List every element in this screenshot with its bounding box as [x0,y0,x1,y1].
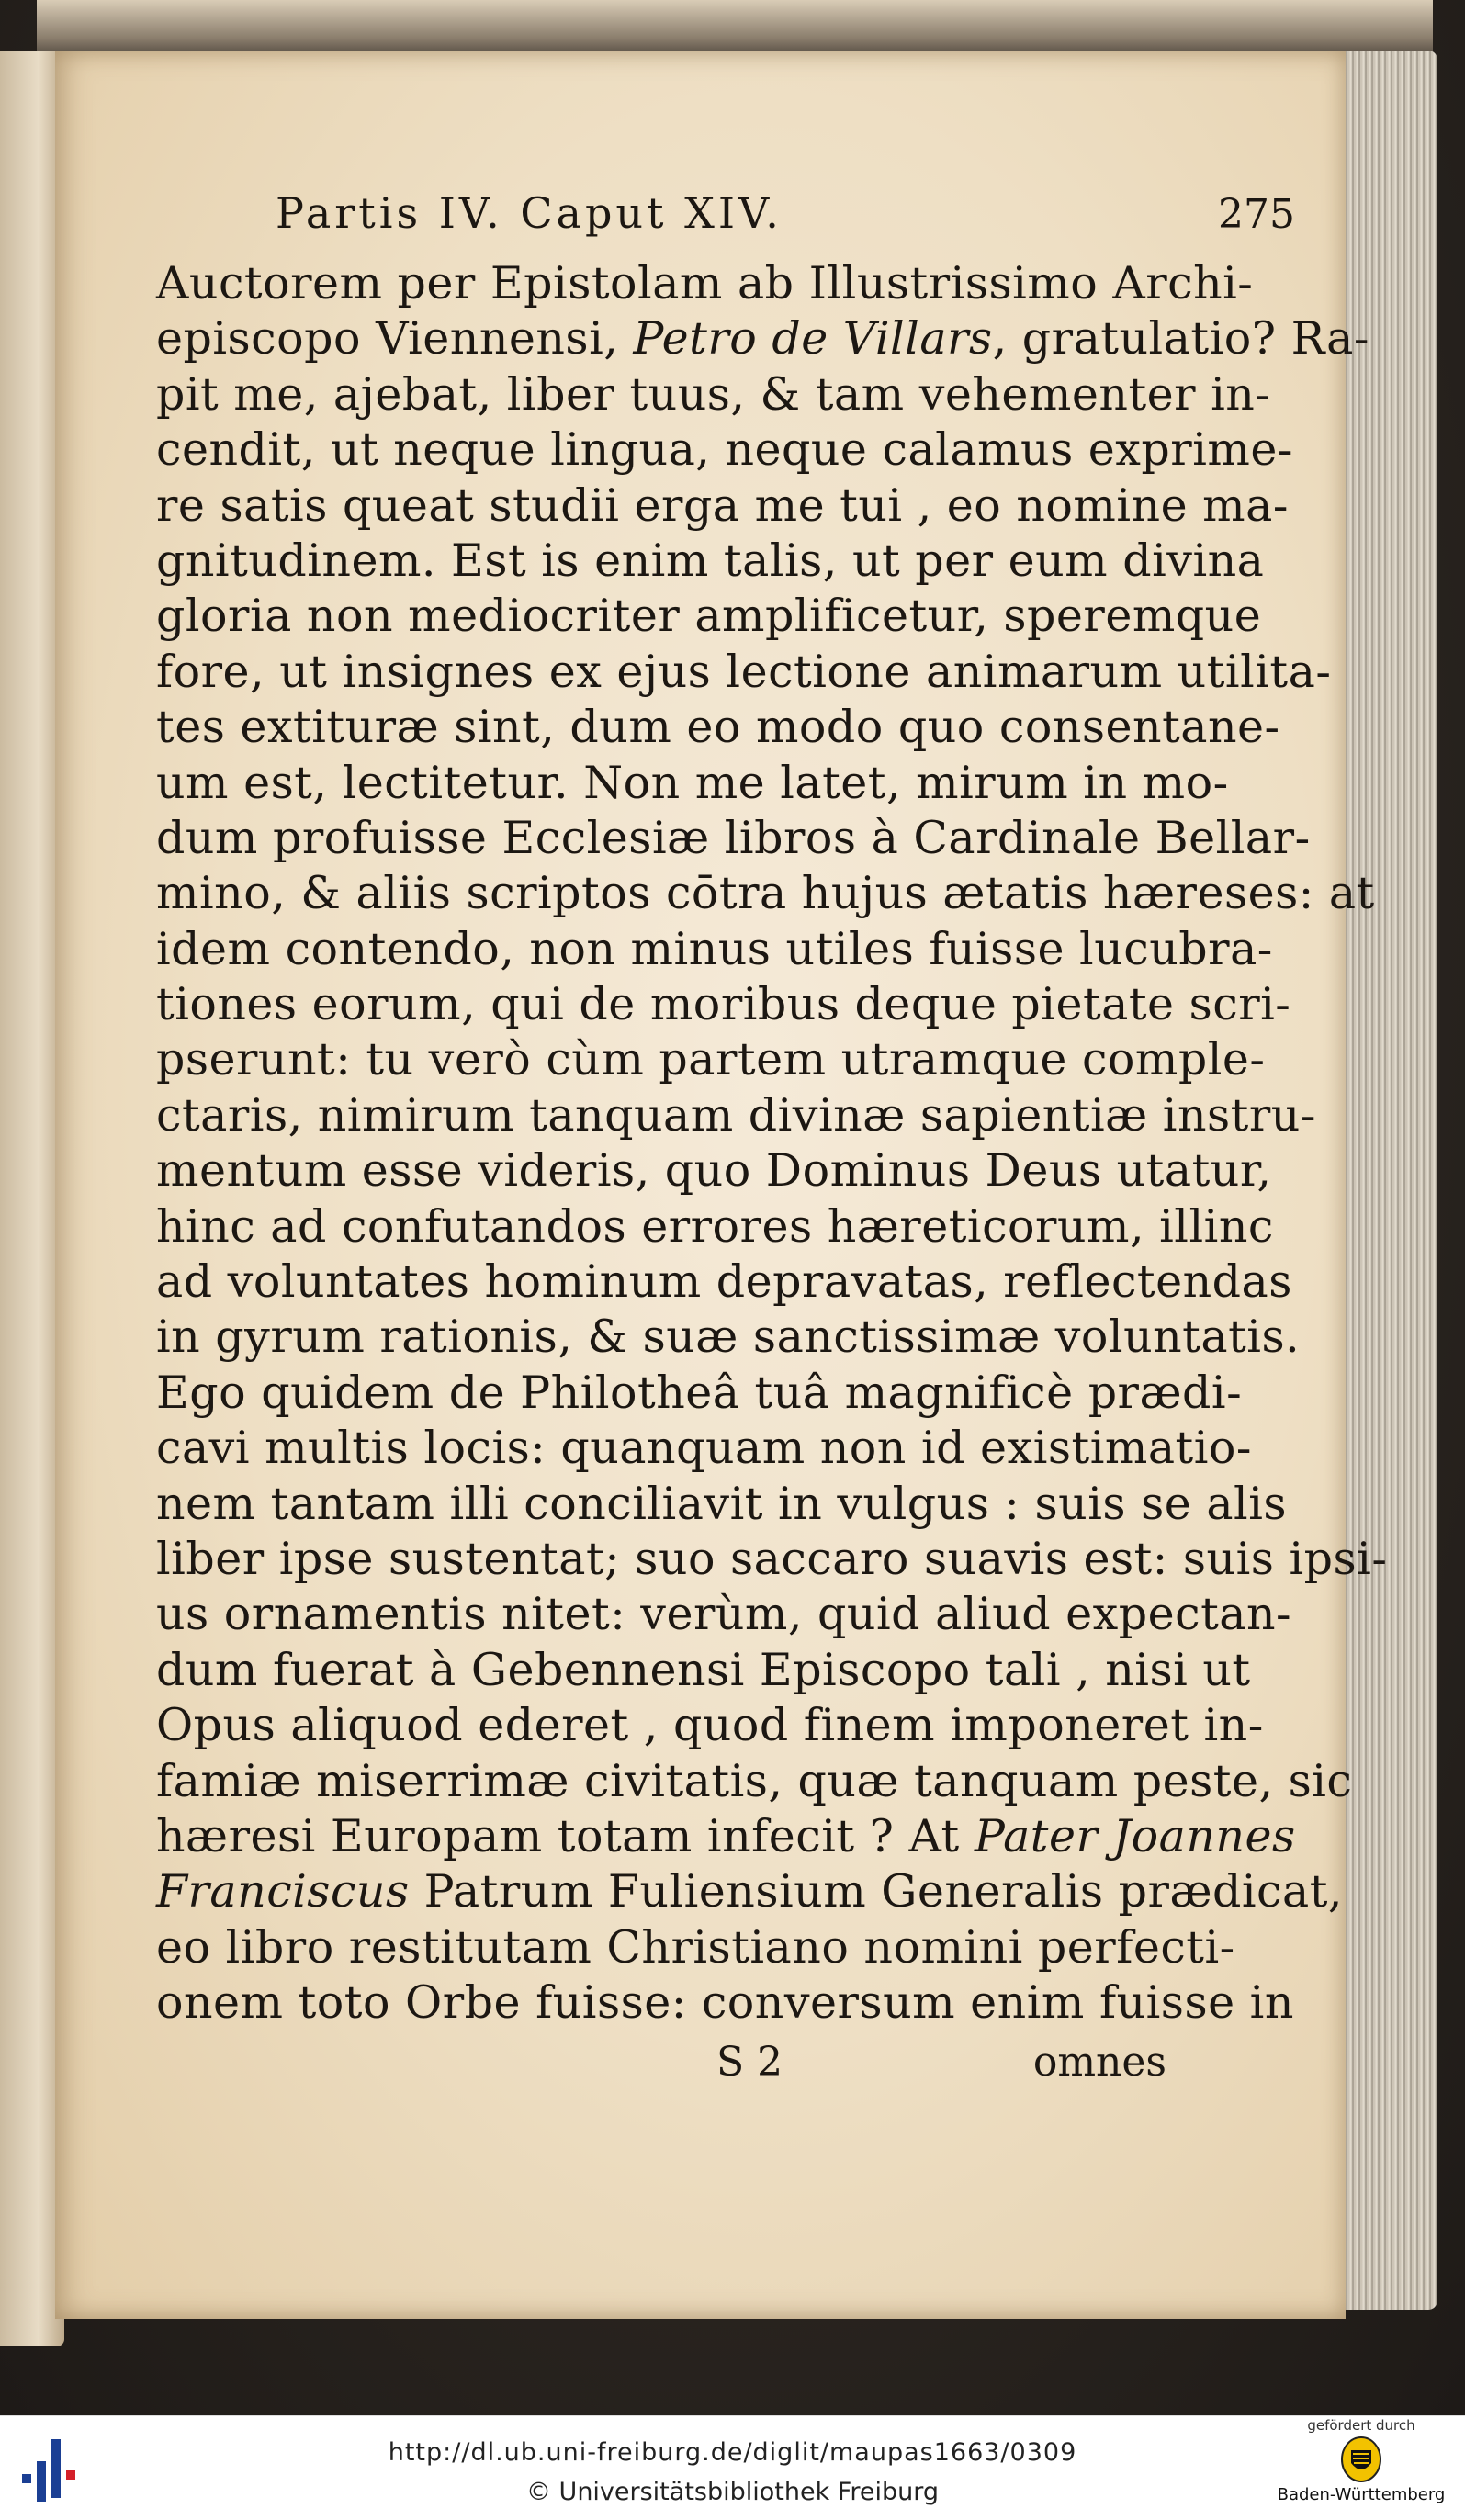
text-segment: cavi multis locis: quanquam non id existimatio- [156,1422,1252,1475]
text-segment: pserunt: tu verò cùm partem utramque comple- [156,1033,1266,1086]
italic-name: Petro de Villars [633,312,993,366]
text-segment: idem contendo, non minus utiles fuisse lucubra- [156,922,1273,975]
text-line [156,367,1271,422]
text-segment: gnitudinem. Est is enim talis, ut per eum divina [156,534,1265,587]
text-line [156,1754,1353,1809]
text-segment: famiæ miserrimæ civitatis, quæ tanquam peste, sic [156,1754,1353,1807]
text-line [156,1477,1288,1532]
page-text [156,188,1388,2086]
text-line [156,1199,1274,1254]
text-line [156,1975,1294,2031]
signature-mark: S 2 [716,2038,783,2086]
text-segment: dum profuisse Ecclesiæ libros à Cardinale Bellar- [156,811,1311,864]
text-segment: Patrum Fuliensium Generalis prædicat, [409,1865,1343,1918]
italic-name: Pater Joannes [974,1809,1296,1862]
text-line [156,1587,1292,1642]
text-line [156,589,1262,644]
text-line [156,645,1332,700]
text-segment: Auctorem per Epistolam ab Illustrissimo Archi- [156,257,1254,309]
text-line [156,1698,1264,1753]
text-segment: , gratulatio? Ra- [992,312,1369,366]
text-segment: us ornamentis nitet: verùm, quid aliud expectan- [156,1588,1292,1641]
text-segment: re satis queat studii erga me tui , eo nomine ma- [156,478,1289,532]
italic-name: Franciscus [156,1865,410,1918]
text-segment: Ego quidem de Philotheâ tuâ magnificè prædi- [156,1366,1243,1419]
text-segment: tiones eorum, qui de moribus deque pietate scri- [156,978,1291,1031]
text-segment: onem toto Orbe fuisse: conversum enim fuisse in [156,1976,1294,2030]
permalink-url[interactable]: http://dl.ub.uni-freiburg.de/diglit/maupas1663/0309 [388,2438,1077,2467]
text-segment: nem tantam illi conciliavit in vulgus : suis se alis [156,1477,1288,1530]
text-line [156,311,1369,366]
text-line [156,478,1289,534]
text-segment: gloria non mediocriter amplificetur, speremque [156,590,1262,643]
text-line [156,1643,1251,1698]
text-segment: ad voluntates hominum depravatas, reflectendas [156,1255,1292,1309]
text-segment: in gyrum rationis, & suæ sanctissimæ voluntatis. [156,1311,1301,1364]
text-segment: pit me, ajebat, liber tuus, & tam vehementer in- [156,367,1271,421]
text-line [156,534,1265,589]
text-line [156,1088,1316,1143]
text-segment: fore, ut insignes ex ejus lectione animarum utilita- [156,645,1332,698]
page-number: 275 [1218,191,1295,238]
text-line [156,977,1291,1032]
catchword: omnes [1032,2038,1166,2086]
text-line [156,700,1280,755]
text-line [156,1920,1235,1975]
text-line [156,866,1375,921]
running-head: Partis IV. Caput XIV. [276,188,783,238]
text-segment: cendit, ut neque lingua, neque calamus exprime- [156,423,1293,477]
text-line [156,1254,1292,1310]
text-line [156,1143,1272,1198]
text-line [156,1032,1266,1087]
text-line [156,1864,1343,1919]
text-segment: hæresi Europam totam infecit ? At [156,1809,975,1862]
text-line [156,1310,1301,1365]
text-line [156,1532,1388,1587]
page-footer [156,2039,1166,2086]
text-body [156,256,1388,2031]
text-line [156,922,1273,977]
text-line [156,756,1229,811]
text-segment: Opus aliquod ederet , quod finem imponeret in- [156,1699,1264,1752]
sponsor-block [1269,2417,1453,2504]
text-segment: mentum esse videris, quo Dominus Deus utatur, [156,1144,1272,1198]
copyright-notice: © Universitätsbibliothek Freiburg [525,2478,940,2506]
text-segment: um est, lectitetur. Non me latet, mirum in mo- [156,756,1229,809]
text-segment: episcopo Viennensi, [156,312,634,366]
text-segment: dum fuerat à Gebennensi Episcopo tali , nisi ut [156,1643,1251,1696]
text-line [156,1421,1252,1476]
text-segment: liber ipse sustentat; suo saccaro suavis est: suis ipsi- [156,1532,1388,1585]
text-segment: ctaris, nimirum tanquam divinæ sapientiæ instru- [156,1088,1316,1142]
text-segment: hinc ad confutandos errores hæreticorum, illinc [156,1199,1274,1253]
crest-icon [1340,2436,1382,2483]
text-line [156,256,1254,311]
text-line [156,422,1293,478]
page-header [276,188,1295,238]
text-line [156,1366,1243,1421]
text-segment: tes extituræ sint, dum eo modo quo consentane- [156,701,1280,754]
sponsor-name: Baden-Württemberg [1277,2485,1446,2504]
text-line [156,811,1311,866]
sponsor-label: gefördert durch [1307,2417,1415,2434]
text-line [156,1809,1296,1864]
text-segment: eo libro restitutam Christiano nomini perfecti- [156,1920,1235,1974]
text-segment: mino, & aliis scriptos cōtra hujus ætatis hæreses: at [156,867,1375,920]
